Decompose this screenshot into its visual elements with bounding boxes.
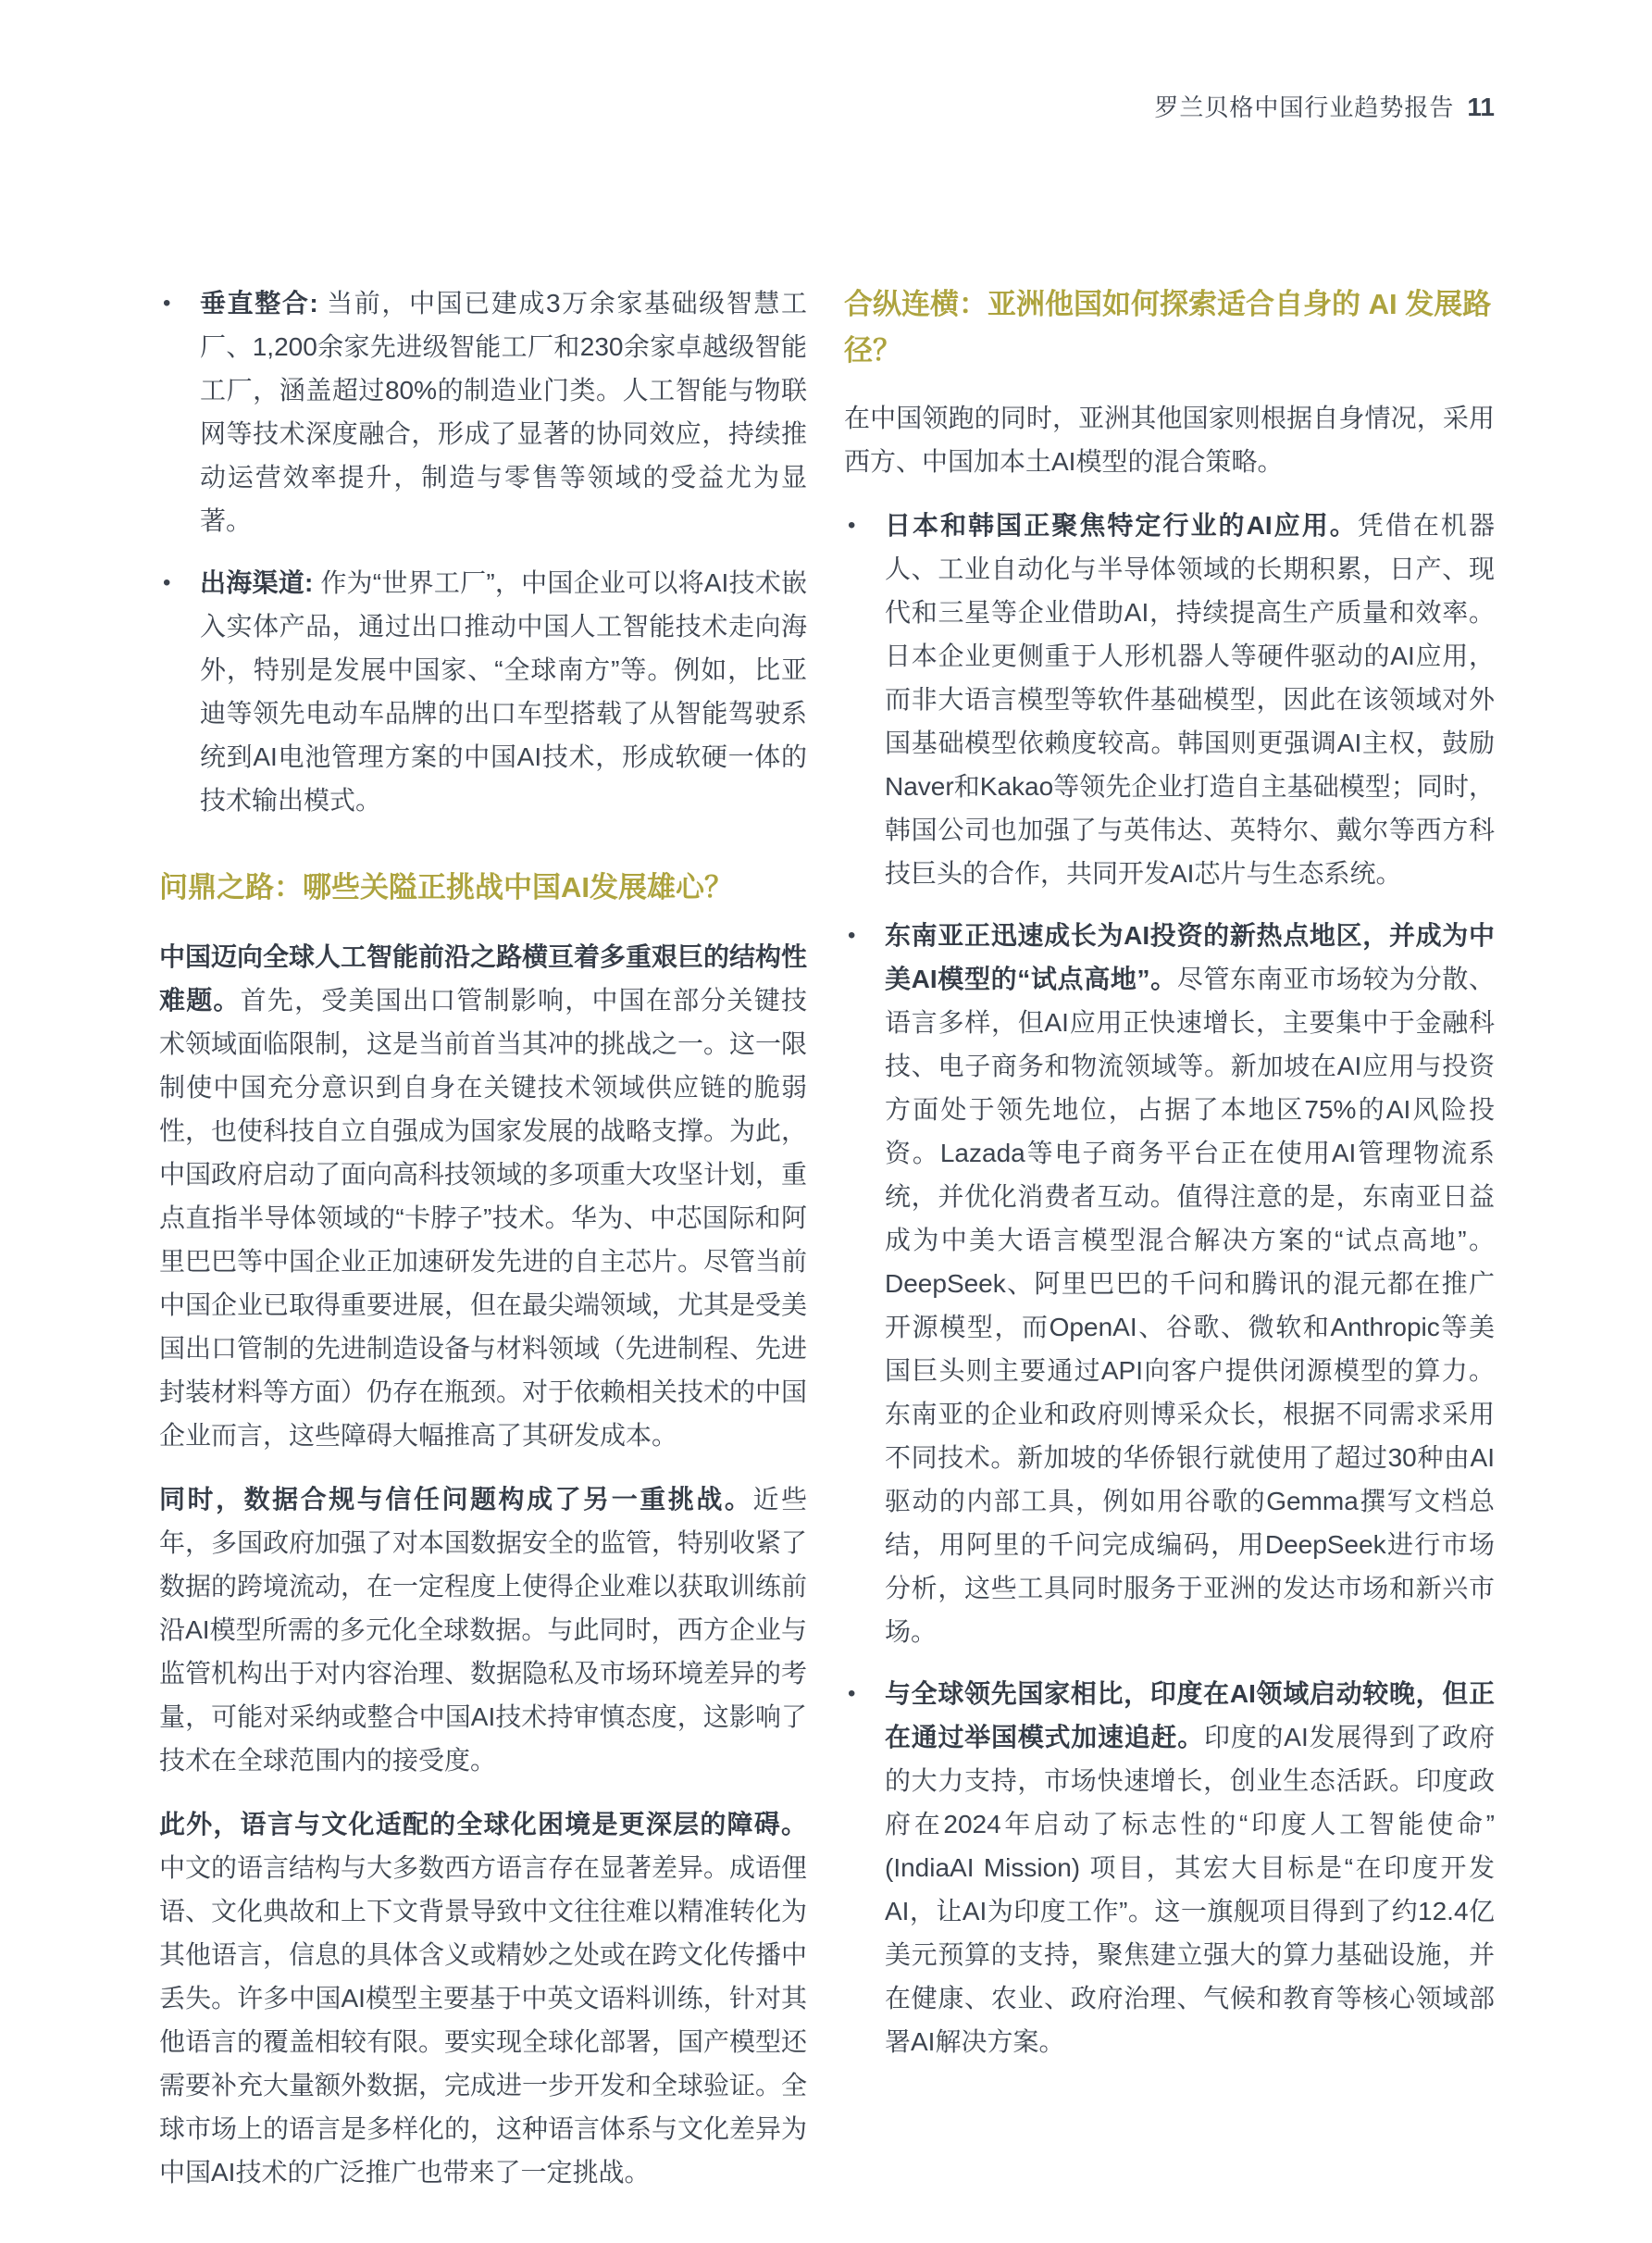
bullet-text: 作为“世界工厂”，中国企业可以将AI技术嵌入实体产品，通过出口推动中国人工智能技术走向海外，特别是发展中国家、“全球南方”等。例如，比亚迪等领先电动车品牌的出口车型搭载了从智能驾驶系统到AI电池管理方案的中国AI技术，形成软硬一体的技术输出模式。 (200, 568, 807, 815)
paragraph-text: 中文的语言结构与大多数西方语言存在显著差异。成语俚语、文化典故和上下文背景导致中文往往难以精准转化为其他语言，信息的具体含义或精妙之处或在跨文化传播中丢失。许多中国AI模型主要基于中英文语料训练，针对其他语言的覆盖相较有限。要实现全球化部署，国产模型还需要补充大量额外数据，完成进一步开发和全球验证。全球市场上的语言是多样化的，这种语言体系与文化差异为中国AI技术的广泛推广也带来了一定挑战。 (159, 1853, 808, 2187)
list-item-southeast-asia (844, 914, 1495, 1653)
paragraph-text: 首先，受美国出口管制影响，中国在部分关键技术领域面临限制，这是当前首当其冲的挑战之一。这一限制使中国充分意识到自身在关键技术领域供应链的脆弱性，也使科技自立自强成为国家发展的战略支撑。为此，中国政府启动了面向高科技领域的多项重大攻坚计划，重点直指半导体领域的“卡脖子”技术。华为、中芯国际和阿里巴巴等中国企业正加速研发先进的自主芯片。尽管当前中国企业已取得重要进展，但在最尖端领域，尤其是受美国出口管制的先进制造设备与材料领域（先进制程、先进封装材料等方面）仍存在瓶颈。对于依赖相关技术的中国企业而言，这些障碍大幅推高了其研发成本。 (159, 986, 808, 1450)
bullet-lead: 与全球领先国家相比，印度在AI领域启动较晚，但正在通过举国模式加速追赶。 (885, 1679, 1495, 1751)
bullet-icon: • (848, 513, 856, 538)
left-column (159, 281, 807, 2214)
bullet-text: 印度的AI发展得到了政府的大力支持，市场快速增长，创业生态活跃。印度政府在2024年启动了标志性的“印度人工智能使命” (IndiaAI Mission) 项目，其宏大目标是“在印度开发AI，让AI为印度工作”。这一旗舰项目得到了约12.4亿美元预算的支持，聚焦建立强大的算力基础设施，并在健康、农业、政府治理、气候和教育等核心领域部署AI解决方案。 (885, 1723, 1495, 2056)
report-title: 罗兰贝格中国行业趋势报告 (1154, 93, 1455, 121)
bullet-icon: • (163, 291, 171, 316)
section-heading-challenges: 问鼎之路：哪些关隘正挑战中国AI发展雄心？ (159, 871, 733, 903)
page-header (159, 91, 1495, 124)
paragraph-data-compliance (159, 1477, 807, 1782)
list-item-vertical-integration (159, 281, 807, 542)
paragraph-lead: 中国迈向全球人工智能前沿之路横亘着多重艰巨的结构性难题。 (159, 942, 808, 1015)
paragraph-asia-intro: 在中国领跑的同时，亚洲其他国家则根据自身情况，采用西方、中国加本土AI模型的混合策略。 (844, 404, 1495, 476)
bullet-icon: • (848, 1681, 856, 1706)
page-number: 11 (1467, 93, 1495, 121)
right-column (844, 281, 1495, 2214)
bullet-text: 尽管东南亚市场较为分散、语言多样，但AI应用正快速增长，主要集中于金融科技、电子商务和物流领域等。新加坡在AI应用与投资方面处于领先地位，占据了本地区75%的AI风险投资。Lazada等电子商务平台正在使用AI管理物流系统，并优化消费者互动。值得注意的是，东南亚日益成为中美大语言模型混合解决方案的“试点高地”。DeepSeek、阿里巴巴的千问和腾讯的混元都在推广开源模型，而OpenAI、谷歌、微软和Anthropic等美国巨头则主要通过API向客户提供闭源模型的算力。东南亚的企业和政府则博采众长，根据不同需求采用不同技术。新加坡的华侨银行就使用了超过30种由AI驱动的内部工具，例如用谷歌的Gemma撰写文档总结，用阿里的千问完成编码，用DeepSeek进行市场分析，这些工具同时服务于亚洲的发达市场和新兴市场。 (885, 965, 1495, 1646)
bullet-lead: 东南亚正迅速成长为AI投资的新热点地区，并成为中美AI模型的“试点高地”。 (885, 921, 1495, 993)
bullet-lead: 出海渠道: (200, 568, 314, 597)
list-item-india (844, 1672, 1495, 2063)
paragraph-text: 近些年，多国政府加强了对本国数据安全的监管，特别收紧了数据的跨境流动，在一定程度上使得企业难以获取训练前沿AI模型所需的多元化全球数据。与此同时，西方企业与监管机构出于对内容治理、数据隐私及市场环境差异的考量，可能对采纳或整合中国AI技术持审慎态度，这影响了技术在全球范围内的接受度。 (159, 1485, 808, 1775)
paragraph-lead: 此外，语言与文化适配的全球化困境是更深层的障碍。 (159, 1810, 807, 1838)
bullet-lead: 日本和韩国正聚焦特定行业的AI应用。 (885, 511, 1358, 540)
bullet-icon: • (848, 923, 856, 948)
section-heading-asia-paths: 合纵连横：亚洲他国如何探索适合自身的 AI 发展路径？ (844, 288, 1492, 367)
list-item-japan-korea (844, 504, 1495, 895)
bullet-text: 凭借在机器人、工业自动化与半导体领域的长期积累，日产、现代和三星等企业借助AI，持续提高生产质量和效率。日本企业更侧重于人形机器人等硬件驱动的AI应用，而非大语言模型等软件基础模型，因此在该领域对外国基础模型依赖度较高。韩国则更强调AI主权，鼓励Naver和Kakao等领先企业打造自主基础模型；同时，韩国公司也加强了与英伟达、英特尔、戴尔等西方科技巨头的合作，共同开发AI芯片与生态系统。 (885, 511, 1495, 888)
paragraph-lead: 同时，数据合规与信任问题构成了另一重挑战。 (159, 1485, 753, 1514)
paragraph-structural-challenges (159, 935, 807, 1457)
bullet-icon: • (163, 570, 171, 595)
paragraph-language-culture (159, 1802, 807, 2194)
content-columns (159, 281, 1495, 2214)
bullet-lead: 垂直整合: (200, 289, 318, 318)
list-item-overseas-channel (159, 561, 807, 822)
bullet-text: 当前，中国已建成3万余家基础级智慧工厂、1,200余家先进级智能工厂和230余家卓越级智能工厂，涵盖超过80%的制造业门类。人工智能与物联网等技术深度融合，形成了显著的协同效应，持续推动运营效率提升，制造与零售等领域的受益尤为显著。 (200, 289, 807, 535)
